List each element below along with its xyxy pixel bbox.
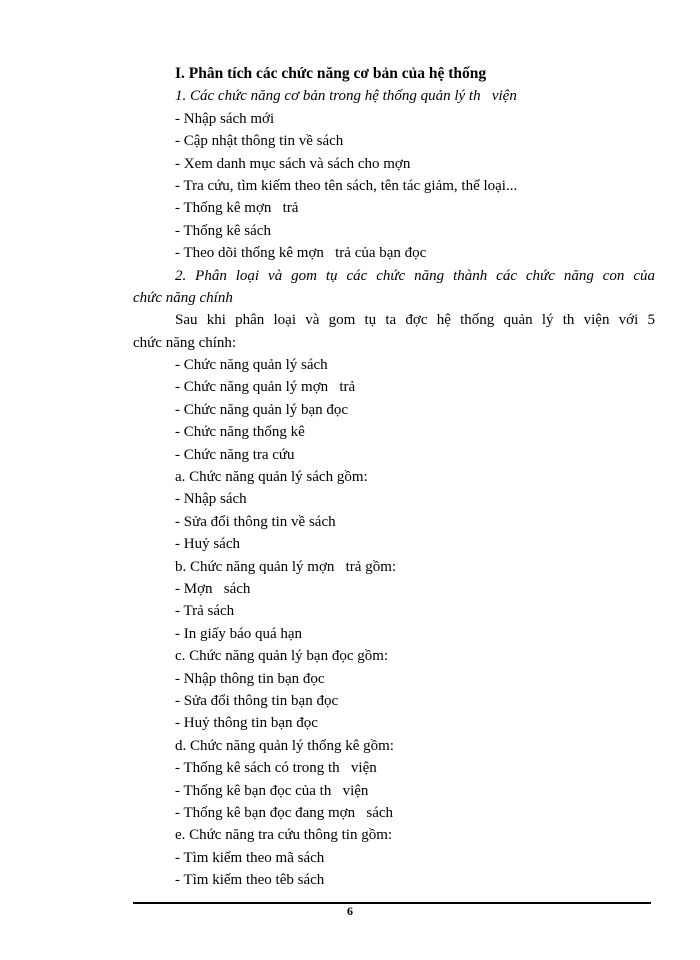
group-c-title: c. Chức năng quản lý bạn đọc gồm: [175,648,389,665]
subsection-2-title-line1: 2. Phân loại và gom tụ các chức năng thành các chức năng con của [175,267,655,284]
group-e-title: e. Chức năng tra cứu thông tin gồm: [175,827,393,844]
main-function-item: - Chức năng quản lý sách [175,357,328,374]
group-d-title: d. Chức năng quản lý thống kê gồm: [175,737,394,754]
subsection-2-title-line2: chức năng chính [133,289,233,306]
list-item: - Theo dõi thống kê mợn trả của bạn đọc [175,245,427,262]
list-item: - Thống kê sách có trong th viện [175,760,377,777]
group-a-title: a. Chức năng quản lý sách gồm: [175,469,368,486]
list-item: - Huỷ thông tin bạn đọc [175,715,318,732]
list-item: - Thống kê mợn trả [175,200,299,217]
list-item: - Thống kê bạn đọc đang mợn sách [175,804,394,821]
group-b-title: b. Chức năng quản lý mợn trả gồm: [175,558,397,575]
list-item: - Thống kê bạn đọc của th viện [175,782,369,799]
subsection-1-title: 1. Các chức năng cơ bản trong hệ thống quản lý th viện [175,88,517,105]
list-item: - Xem danh mục sách và sách cho mợn [175,155,411,172]
list-item: - Mợn sách [175,580,251,597]
main-function-item: - Chức năng thống kê [175,424,305,441]
main-function-item: - Chức năng quản lý bạn đọc [175,401,349,418]
list-item: - Thống kê sách [175,222,271,239]
main-function-item: - Chức năng quản lý mợn trả [175,379,356,396]
intro-paragraph-line1: Sau khi phân loại và gom tụ ta đợc hệ thống quản lý th viện với 5 [175,312,655,329]
list-item: - Sửa đổi thông tin bạn đọc [175,692,339,709]
list-item: - Cập nhật thông tin về sách [175,133,344,150]
list-item: - Tra cứu, tìm kiếm theo tên sách, tên tác giảm, thể loại... [175,177,518,194]
list-item: - Tìm kiếm theo mã sách [175,849,325,866]
main-function-item: - Chức năng tra cứu [175,446,295,463]
document-body [133,63,655,891]
intro-paragraph-line2: chức năng chính: [133,334,237,351]
list-item: - In giấy báo quá hạn [175,625,303,642]
list-item: - Tìm kiếm theo têb sách [175,872,325,889]
list-item: - Nhập thông tin bạn đọc [175,670,325,687]
list-item: - Nhập sách mới [175,110,275,127]
list-item: - Huỷ sách [175,536,240,553]
page-number: 6 [347,904,353,918]
list-item: - Trả sách [175,603,235,620]
section-heading: I. Phân tích các chức năng cơ bản của hệ thống [175,65,487,82]
list-item: - Nhập sách [175,491,247,508]
list-item: - Sửa đổi thông tin về sách [175,513,336,530]
